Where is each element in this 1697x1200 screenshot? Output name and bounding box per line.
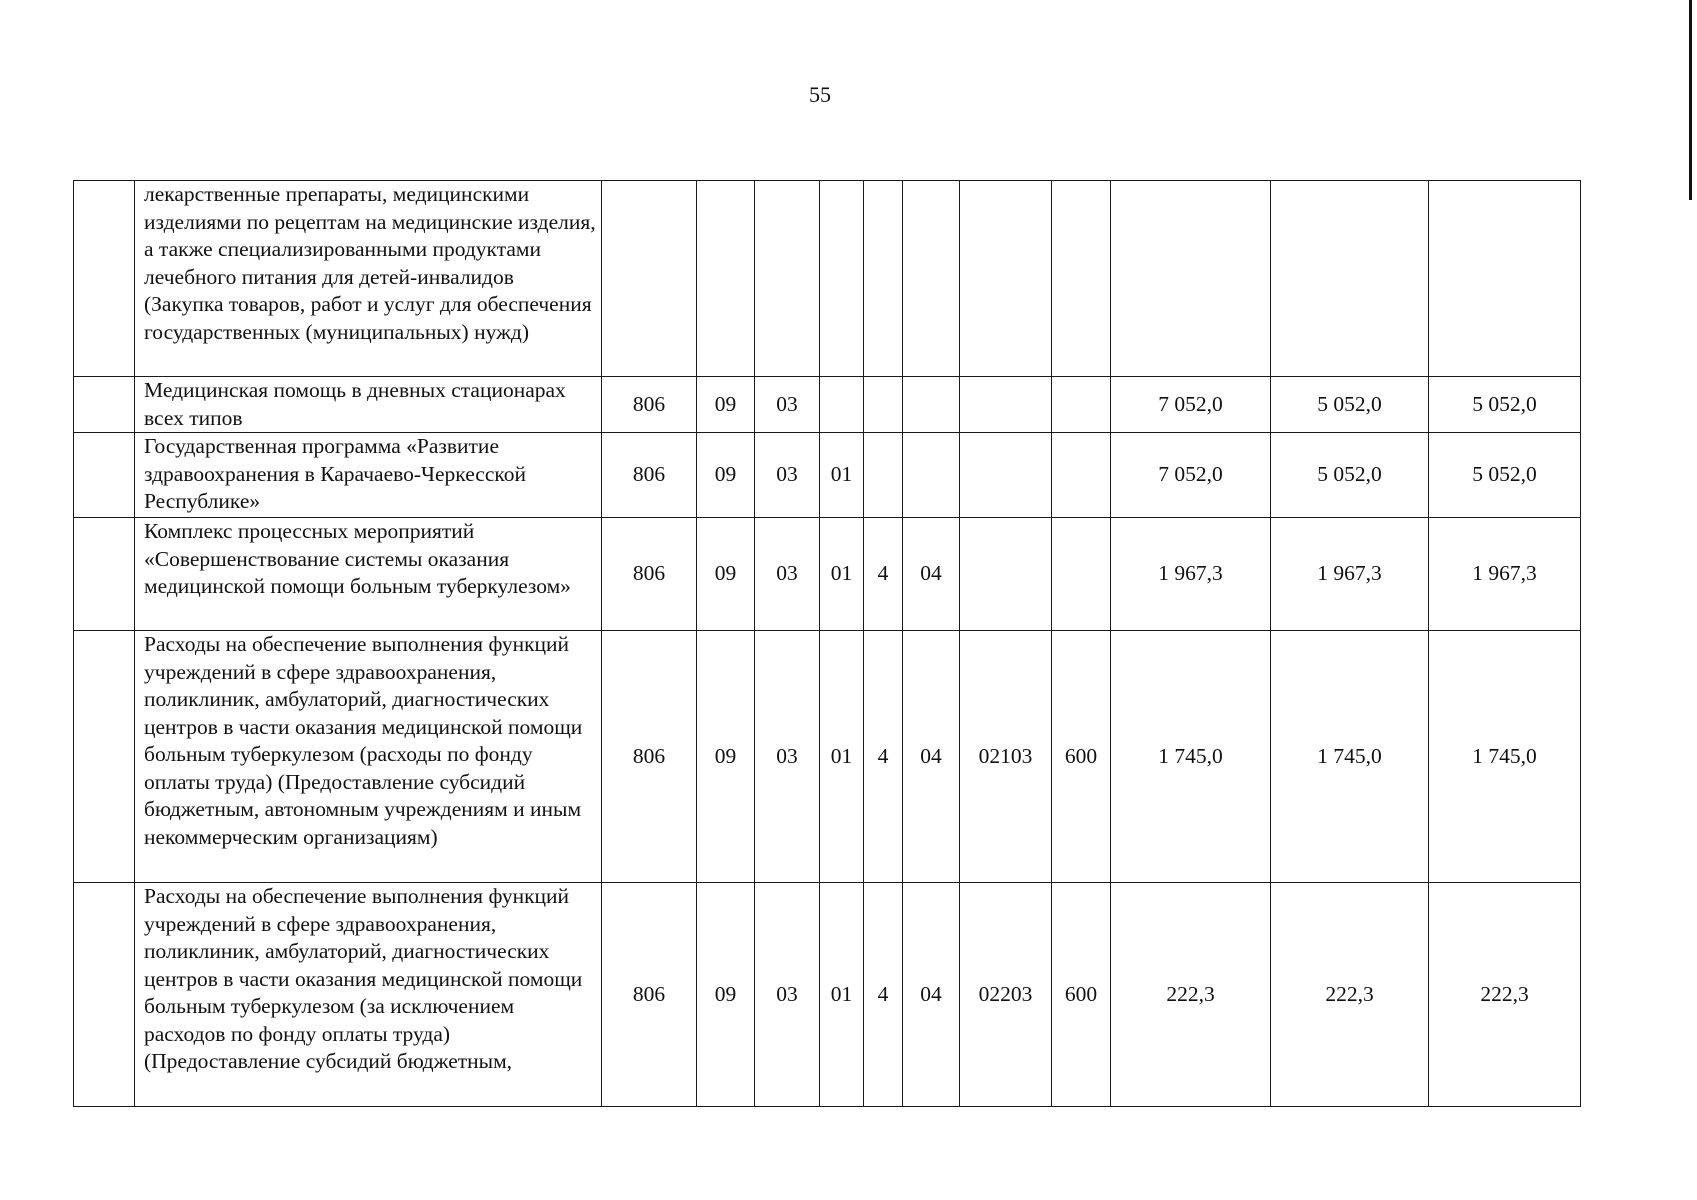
ministry-code: 806: [602, 631, 697, 883]
complex-code: 04: [903, 883, 960, 1107]
amount-year-2: 1 745,0: [1271, 631, 1429, 883]
type-code: [864, 377, 903, 433]
section-code: 09: [697, 377, 755, 433]
table-row: [74, 883, 1581, 1107]
row-number-cell: [74, 181, 135, 377]
row-name: Комплекс процессных мероприятий «Совершенствование системы оказания медицинской помощи больным туберкулезом»: [135, 518, 602, 631]
amount-year-2: 1 967,3: [1271, 518, 1429, 631]
amount-year-1: 1 745,0: [1111, 631, 1271, 883]
program-code: [820, 377, 864, 433]
page-edge-line: [1689, 0, 1692, 200]
program-code: 01: [820, 631, 864, 883]
expense-type-code: [1052, 518, 1111, 631]
row-name: Расходы на обеспечение выполнения функций учреждений в сфере здравоохранения, поликлиник, амбулаторий, диагностических центров в части оказания медицинской помощи больным туберкулезом (расходы по фонду оплаты труда) (Предоставление субсидий бюджетным, автономным учреждениям и иным некоммерческим организациям): [135, 631, 602, 883]
ministry-code: 806: [602, 377, 697, 433]
expense-type-code: [1052, 377, 1111, 433]
complex-code: 04: [903, 631, 960, 883]
amount-year-3: 5 052,0: [1429, 377, 1581, 433]
amount-year-1: [1111, 181, 1271, 377]
direction-code: [960, 377, 1052, 433]
amount-year-3: 5 052,0: [1429, 433, 1581, 518]
ministry-code: [602, 181, 697, 377]
table-row: [74, 631, 1581, 883]
section-code: 09: [697, 518, 755, 631]
page-number: 55: [809, 82, 831, 107]
row-name: Расходы на обеспечение выполнения функций учреждений в сфере здравоохранения, поликлиник, амбулаторий, диагностических центров в части оказания медицинской помощи больным туберкулезом (за исключением расходов по фонду оплаты труда) (Предоставление субсидий бюджетным,: [135, 883, 602, 1107]
amount-year-2: 222,3: [1271, 883, 1429, 1107]
complex-code: [903, 433, 960, 518]
type-code: [864, 181, 903, 377]
table-row: [74, 377, 1581, 433]
amount-year-2: 5 052,0: [1271, 433, 1429, 518]
direction-code: [960, 518, 1052, 631]
expense-type-code: [1052, 181, 1111, 377]
expense-type-code: [1052, 433, 1111, 518]
direction-code: [960, 433, 1052, 518]
type-code: 4: [864, 883, 903, 1107]
program-code: 01: [820, 883, 864, 1107]
subsection-code: 03: [755, 433, 820, 518]
section-code: 09: [697, 883, 755, 1107]
complex-code: [903, 181, 960, 377]
section-code: 09: [697, 631, 755, 883]
ministry-code: 806: [602, 433, 697, 518]
ministry-code: 806: [602, 518, 697, 631]
table-row: [74, 181, 1581, 377]
section-code: 09: [697, 433, 755, 518]
complex-code: [903, 377, 960, 433]
table-row: [74, 518, 1581, 631]
type-code: 4: [864, 631, 903, 883]
program-code: 01: [820, 433, 864, 518]
ministry-code: 806: [602, 883, 697, 1107]
subsection-code: 03: [755, 518, 820, 631]
subsection-code: 03: [755, 883, 820, 1107]
row-number-cell: [74, 433, 135, 518]
row-name: Государственная программа «Развитие здравоохранения в Карачаево-Черкесской Республике»: [135, 433, 602, 518]
direction-code: [960, 181, 1052, 377]
row-name: лекарственные препараты, медицинскими изделиями по рецептам на медицинские изделия, а также специализированными продуктами лечебного питания для детей-инвалидов (Закупка товаров, работ и услуг для обеспечения государственных (муниципальных) нужд): [135, 181, 602, 377]
expense-type-code: 600: [1052, 883, 1111, 1107]
budget-table: [73, 180, 1581, 1107]
table-row: [74, 433, 1581, 518]
amount-year-3: 1 745,0: [1429, 631, 1581, 883]
row-number-cell: [74, 631, 135, 883]
amount-year-1: 222,3: [1111, 883, 1271, 1107]
type-code: 4: [864, 518, 903, 631]
row-number-cell: [74, 377, 135, 433]
amount-year-2: 5 052,0: [1271, 377, 1429, 433]
amount-year-1: 1 967,3: [1111, 518, 1271, 631]
row-name: Медицинская помощь в дневных стационарах всех типов: [135, 377, 602, 433]
amount-year-1: 7 052,0: [1111, 433, 1271, 518]
amount-year-1: 7 052,0: [1111, 377, 1271, 433]
subsection-code: 03: [755, 377, 820, 433]
amount-year-3: [1429, 181, 1581, 377]
direction-code: 02103: [960, 631, 1052, 883]
section-code: [697, 181, 755, 377]
expense-type-code: 600: [1052, 631, 1111, 883]
direction-code: 02203: [960, 883, 1052, 1107]
row-number-cell: [74, 883, 135, 1107]
amount-year-3: 1 967,3: [1429, 518, 1581, 631]
program-code: [820, 181, 864, 377]
type-code: [864, 433, 903, 518]
subsection-code: [755, 181, 820, 377]
amount-year-2: [1271, 181, 1429, 377]
row-number-cell: [74, 518, 135, 631]
complex-code: 04: [903, 518, 960, 631]
subsection-code: 03: [755, 631, 820, 883]
program-code: 01: [820, 518, 864, 631]
amount-year-3: 222,3: [1429, 883, 1581, 1107]
